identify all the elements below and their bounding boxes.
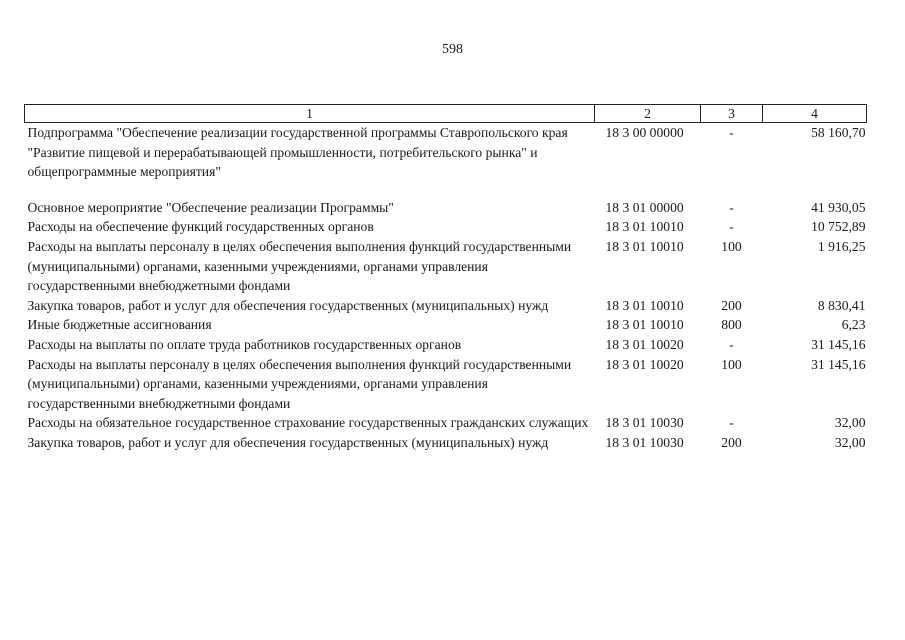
row-name: Расходы на обязательное государственное страхование государственных гражданских служащих	[27, 415, 589, 431]
row-amount: 10 752,89	[811, 219, 866, 235]
row-expense-type: 100	[721, 238, 742, 254]
page-number: 598	[442, 42, 463, 57]
row-name: Подпрограмма "Обеспечение реализации государственной программы Ставропольского края "Развитие пищевой и перерабатывающей промышленности, потребительского рынка" и общепрограммные мероприятия"	[27, 125, 568, 180]
column-header-4: 4	[763, 105, 867, 123]
table-row	[25, 355, 867, 414]
row-expense-type: 200	[721, 434, 742, 450]
row-name: Иные бюджетные ассигнования	[27, 317, 212, 333]
column-header-2: 2	[595, 105, 701, 123]
row-code: 18 3 01 10030	[605, 415, 684, 431]
row-amount: 1 916,25	[817, 238, 866, 254]
table-header	[25, 105, 867, 123]
table-body	[25, 123, 867, 453]
row-code: 18 3 01 10010	[605, 219, 684, 235]
row-name: Закупка товаров, работ и услуг для обеспечения государственных (муниципальных) нужд	[27, 434, 549, 450]
row-code: 18 3 01 10010	[605, 317, 684, 333]
row-amount: 41 930,05	[811, 199, 866, 215]
row-amount: 8 830,41	[817, 297, 866, 313]
column-header-3: 3	[701, 105, 763, 123]
row-amount: 31 145,16	[811, 356, 866, 372]
row-name: Расходы на выплаты по оплате труда работников государственных органов	[27, 336, 462, 352]
row-name: Закупка товаров, работ и услуг для обеспечения государственных (муниципальных) нужд	[27, 297, 549, 313]
row-amount: 58 160,70	[811, 125, 866, 140]
table-row	[25, 296, 867, 316]
row-code: 18 3 01 10020	[605, 356, 684, 372]
row-expense-type: -	[729, 125, 734, 140]
row-name: Расходы на выплаты персоналу в целях обеспечения выполнения функций государственными (муниципальными) органами, казенными учреждениями, органами управления государственными внебюджетными фондами	[27, 238, 572, 294]
table-row	[25, 315, 867, 335]
table-row	[25, 198, 867, 218]
table-row	[25, 335, 867, 355]
row-amount: 32,00	[834, 434, 866, 450]
table-row	[25, 123, 867, 182]
row-code: 18 3 00 00000	[605, 125, 684, 140]
row-expense-type: -	[729, 199, 734, 215]
table-row	[25, 413, 867, 433]
row-expense-type: -	[729, 415, 734, 431]
row-code: 18 3 01 10030	[605, 434, 684, 450]
row-expense-type: -	[729, 219, 734, 235]
header-row	[25, 105, 867, 123]
row-amount: 31 145,16	[811, 336, 866, 352]
column-header-1: 1	[25, 105, 595, 123]
spacer-row	[25, 182, 867, 198]
row-code: 18 3 01 10020	[605, 336, 684, 352]
row-expense-type: 800	[721, 317, 742, 333]
row-expense-type: 200	[721, 297, 742, 313]
row-amount: 6,23	[841, 317, 866, 333]
row-name: Расходы на выплаты персоналу в целях обеспечения выполнения функций государственными (муниципальными) органами, казенными учреждениями, органами управления государственными внебюджетными фондами	[27, 356, 572, 411]
row-code: 18 3 01 00000	[605, 199, 684, 215]
row-code: 18 3 01 10010	[605, 297, 684, 313]
table-row	[25, 433, 867, 453]
table-row	[25, 237, 867, 296]
row-expense-type: -	[729, 336, 734, 352]
budget-table	[24, 104, 867, 453]
row-expense-type: 100	[721, 356, 742, 372]
table-row	[25, 217, 867, 237]
row-amount: 32,00	[834, 415, 866, 431]
row-code: 18 3 01 10010	[605, 238, 684, 254]
row-name: Основное мероприятие "Обеспечение реализации Программы"	[27, 199, 394, 215]
row-name: Расходы на обеспечение функций государственных органов	[27, 219, 374, 235]
